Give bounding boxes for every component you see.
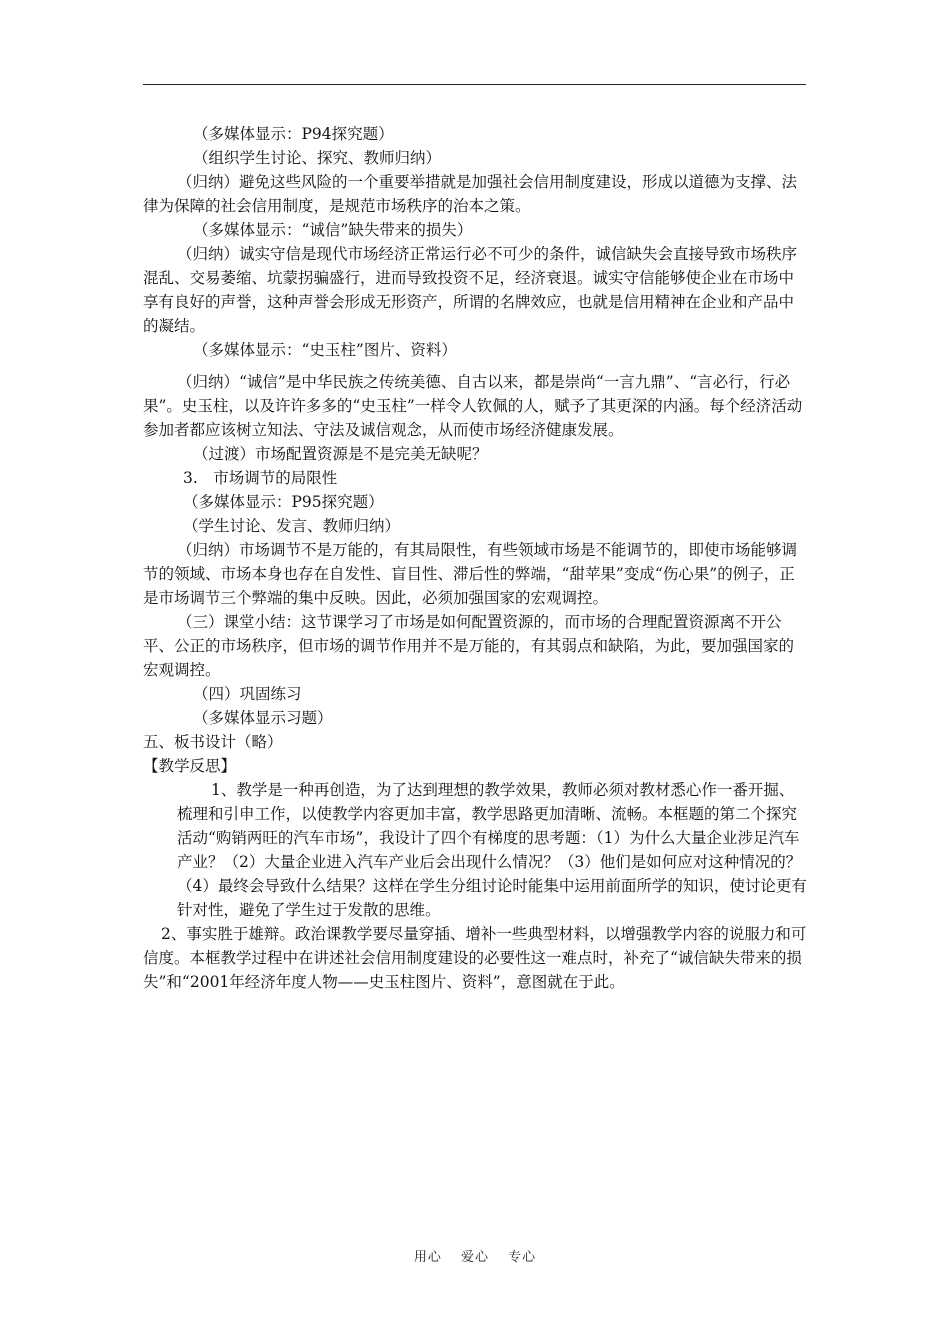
paragraph-summary-credit-system: （归纳）避免这些风险的一个重要举措就是加强社会信用制度建设，形成以道德为支撑、法律为保障的社会信用制度，是规范市场秩序的治本之策。 — [143, 173, 798, 215]
footer-text-3: 专心 — [508, 1250, 537, 1265]
paragraph-group-discussion: （组织学生讨论、探究、教师归纳） — [193, 149, 442, 167]
paragraph-transition: （过渡）市场配置资源是不是完美无缺呢？ — [193, 445, 488, 463]
paragraph-summary-market-limits: （归纳）市场调节不是万能的，有其局限性，有些领域市场是不能调节的，即使市场能够调节的领域、市场本身也存在自发性、盲目性、滞后性的弊端，“甜苹果”变成“伤心果”的例子，正是市场调节三个弊端的集中反映。因此，必须加强国家的宏观调控。 — [143, 541, 798, 607]
paragraph-multimedia-exercises: （多媒体显示习题） — [193, 709, 333, 727]
section-heading-market-limits: 3. 市场调节的局限性 — [183, 469, 338, 487]
paragraph-multimedia-p94: （多媒体显示：P94探究题） — [193, 125, 394, 143]
paragraph-student-discussion: （学生讨论、发言、教师归纳） — [183, 517, 401, 535]
reflection-item-2: 2、事实胜于雄辩。政治课教学要尽量穿插、增补一些典型材料，以增强教学内容的说服力和可信度。本框教学过程中在讲述社会信用制度建设的必要性这一难点时，补充了“诚信缺失带来的损失”和“2001年经济年度人物——史玉柱图片、资料”，意图就在于此。 — [143, 925, 807, 991]
footer-text-2: 爱心 — [460, 1250, 489, 1265]
paragraph-class-summary: （三）课堂小结：这节课学习了市场是如何配置资源的，而市场的合理配置资源离不开公平、公正的市场秩序，但市场的调节作用并不是万能的，有其弱点和缺陷，为此，要加强国家的宏观调控。 — [143, 613, 795, 679]
page-footer — [0, 1246, 950, 1265]
header-rule — [143, 84, 806, 85]
paragraph-multimedia-shi-yuzhu: （多媒体显示：“史玉柱”图片、资料） — [193, 341, 457, 359]
paragraph-summary-honesty: （归纳）诚实守信是现代市场经济正常运行必不可少的条件，诚信缺失会直接导致市场秩序混乱、交易萎缩、坑蒙拐骗盛行，进而导致投资不足，经济衰退。诚实守信能够使企业在市场中享有良好的声誉，这种声誉会形成无形资产，所谓的名牌效应，也就是信用精神在企业和产品中的凝结。 — [143, 245, 798, 335]
footer-text-1: 用心 — [413, 1250, 442, 1265]
heading-blackboard-design: 五、板书设计（略） — [143, 733, 283, 751]
reflection-item-1-block — [143, 778, 807, 922]
paragraph-consolidation-exercise: （四）巩固练习 — [193, 685, 302, 703]
heading-teaching-reflection: 【教学反思】 — [143, 757, 237, 775]
reflection-item-1: 1、教学是一种再创造，为了达到理想的教学效果，教师必须对教材悉心作一番开掘、梳理和引申工作，以使教学内容更加丰富，教学思路更加清晰、流畅。本框题的第二个探究活动“购销两旺的汽车市场”，我设计了四个有梯度的思考题：（1）为什么大量企业涉足汽车产业？（2）大量企业进入汽车产业后会出现什么情况？（3）他们是如何应对这种情况的？（4）最终会导致什么结果？这样在学生分组讨论时能集中运用前面所学的知识，使讨论更有针对性，避免了学生过于发散的思维。 — [177, 781, 807, 919]
paragraph-multimedia-p95: （多媒体显示：P95探究题） — [183, 493, 384, 511]
paragraph-summary-integrity-virtue: （归纳）“诚信”是中华民族之传统美德、自古以来，都是崇尚“一言九鼎”、“言必行，行必果”。史玉柱，以及许许多多的“史玉柱”一样令人钦佩的人，赋予了其更深的内涵。每个经济活动参加者都应该树立知法、守法及诚信观念，从而使市场经济健康发展。 — [143, 373, 803, 439]
document-body — [143, 122, 807, 994]
paragraph-multimedia-integrity-loss: （多媒体显示：“诚信”缺失带来的损失） — [193, 221, 473, 239]
